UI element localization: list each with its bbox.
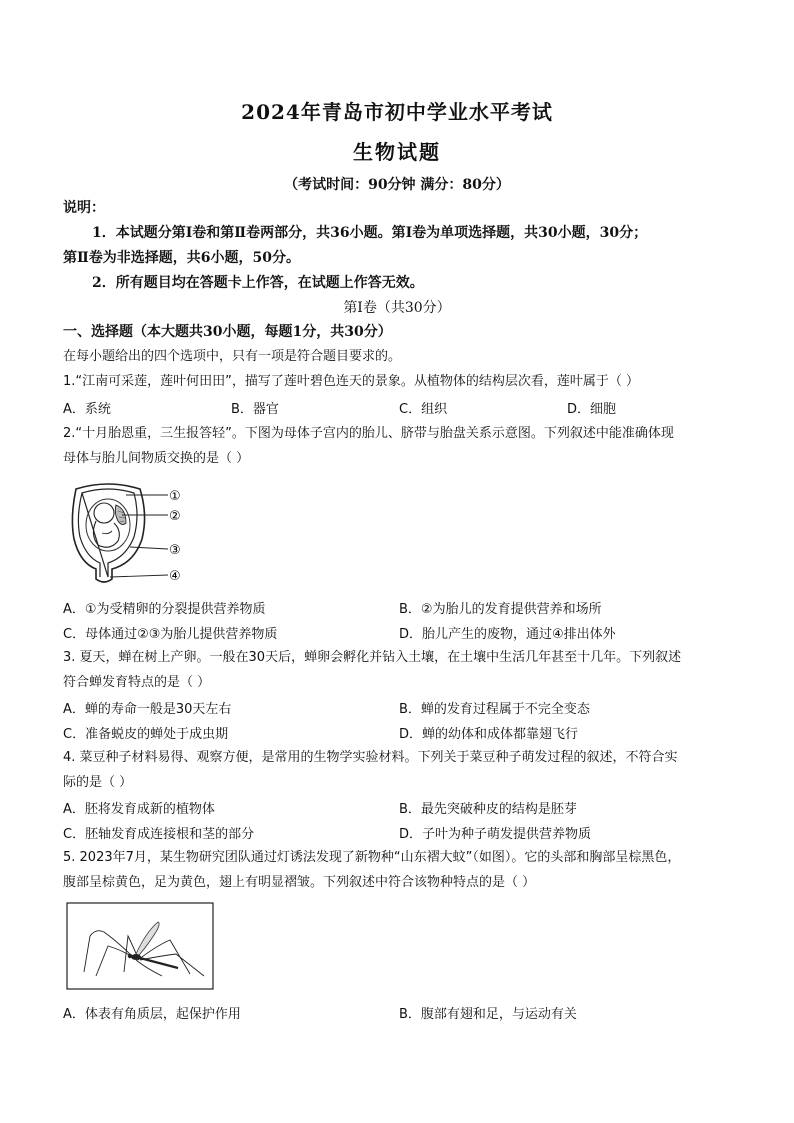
instruction-1-line-1: 1．本试题分第Ⅰ卷和第Ⅱ卷两部分，共36小题。第Ⅰ卷为单项选择题，共30小题，30分； (92, 225, 648, 241)
label-4: ④ (169, 569, 181, 584)
q2-option-b: B．②为胎儿的发育提供营养和场所 (399, 602, 602, 617)
exam-title: 2024年青岛市初中学业水平考试 (241, 100, 553, 124)
q5-option-b: B．腹部有翅和足，与运动有关 (399, 1007, 577, 1022)
subject-title: 生物试题 (353, 140, 441, 164)
label-2: ② (169, 509, 181, 524)
instruction-2: 2．所有题目均在答题卡上作答，在试题上作答无效。 (92, 275, 424, 291)
q3-stem-line-1: 3. 夏天，蝉在树上产卵。一般在30天后，蝉卵会孵化并钻入土壤，在土壤中生活几年甚至十几年。下列叙述 (63, 650, 682, 665)
q4-option-d: D．子叶为种子萌发提供营养物质 (399, 827, 592, 842)
q5-option-a: A．体表有角质层，起保护作用 (63, 1007, 241, 1022)
q3-option-a: A．蝉的寿命一般是30天左右 (63, 702, 232, 717)
section-direction: 在每小题给出的四个选项中，只有一项是符合题目要求的。 (63, 349, 402, 364)
q1-option-b: B．器官 (231, 402, 279, 417)
q1-option-c: C．组织 (399, 402, 448, 417)
q2-stem-line-2: 母体与胎儿间物质交换的是（ ） (63, 451, 250, 466)
instructions-label: 说明： (63, 200, 105, 216)
q3-option-b: B．蝉的发育过程属于不完全变态 (399, 702, 590, 717)
q2-stem-line-1: 2.“十月胎恩重，三生报答轻”。下图为母体子宫内的胎儿、脐带与胎盘关系示意图。下列叙述中能准确体现 (63, 426, 674, 441)
q4-option-b: B．最先突破种皮的结构是胚芽 (399, 802, 577, 817)
crane-fly-figure (66, 902, 214, 990)
label-1: ① (169, 489, 181, 504)
q3-stem-line-2: 符合蝉发育特点的是（ ） (63, 675, 211, 690)
section-heading: 一、选择题（本大题共30小题，每题1分，共30分） (63, 324, 392, 340)
label-3: ③ (169, 543, 181, 558)
time-info: （考试时间：90分钟 满分：80分） (284, 177, 510, 193)
instruction-1-line-2: 第Ⅱ卷为非选择题，共6小题，50分。 (63, 250, 301, 266)
q4-option-a: A．胚将发育成新的植物体 (63, 802, 215, 817)
q1-option-d: D．细胞 (567, 402, 617, 417)
q5-stem-line-1: 5. 2023年7月，某生物研究团队通过灯诱法发现了新物种“山东褶大蚊”（如图）。它的头部和胸部呈棕黑色， (63, 850, 681, 865)
q1-stem: 1.“江南可采莲，莲叶何田田”，描写了莲叶碧色连天的景象。从植物体的结构层次看，莲叶属于（ ） (63, 374, 640, 389)
q4-stem-line-2: 际的是（ ） (63, 775, 133, 790)
uterus-fetus-diagram (64, 477, 194, 587)
q3-option-d: D．蝉的幼体和成体都靠翅飞行 (399, 727, 579, 742)
q5-stem-line-2: 腹部呈棕黄色，足为黄色，翅上有明显褶皱。下列叙述中符合该物种特点的是（ ） (63, 875, 536, 890)
q4-stem-line-1: 4. 菜豆种子材料易得、观察方便，是常用的生物学实验材料。下列关于菜豆种子萌发过程的叙述，不符合实 (63, 750, 678, 765)
q1-option-a: A．系统 (63, 402, 111, 417)
q3-option-c: C．准备蜕皮的蝉处于成虫期 (63, 727, 229, 742)
q2-option-d: D．胎儿产生的废物，通过④排出体外 (399, 627, 616, 642)
q2-option-c: C．母体通过②③为胎儿提供营养物质 (63, 627, 278, 642)
q4-option-c: C．胚轴发育成连接根和茎的部分 (63, 827, 255, 842)
q2-option-a: A．①为受精卵的分裂提供营养物质 (63, 602, 266, 617)
part1-heading: 第Ⅰ卷（共30分） (343, 300, 451, 316)
